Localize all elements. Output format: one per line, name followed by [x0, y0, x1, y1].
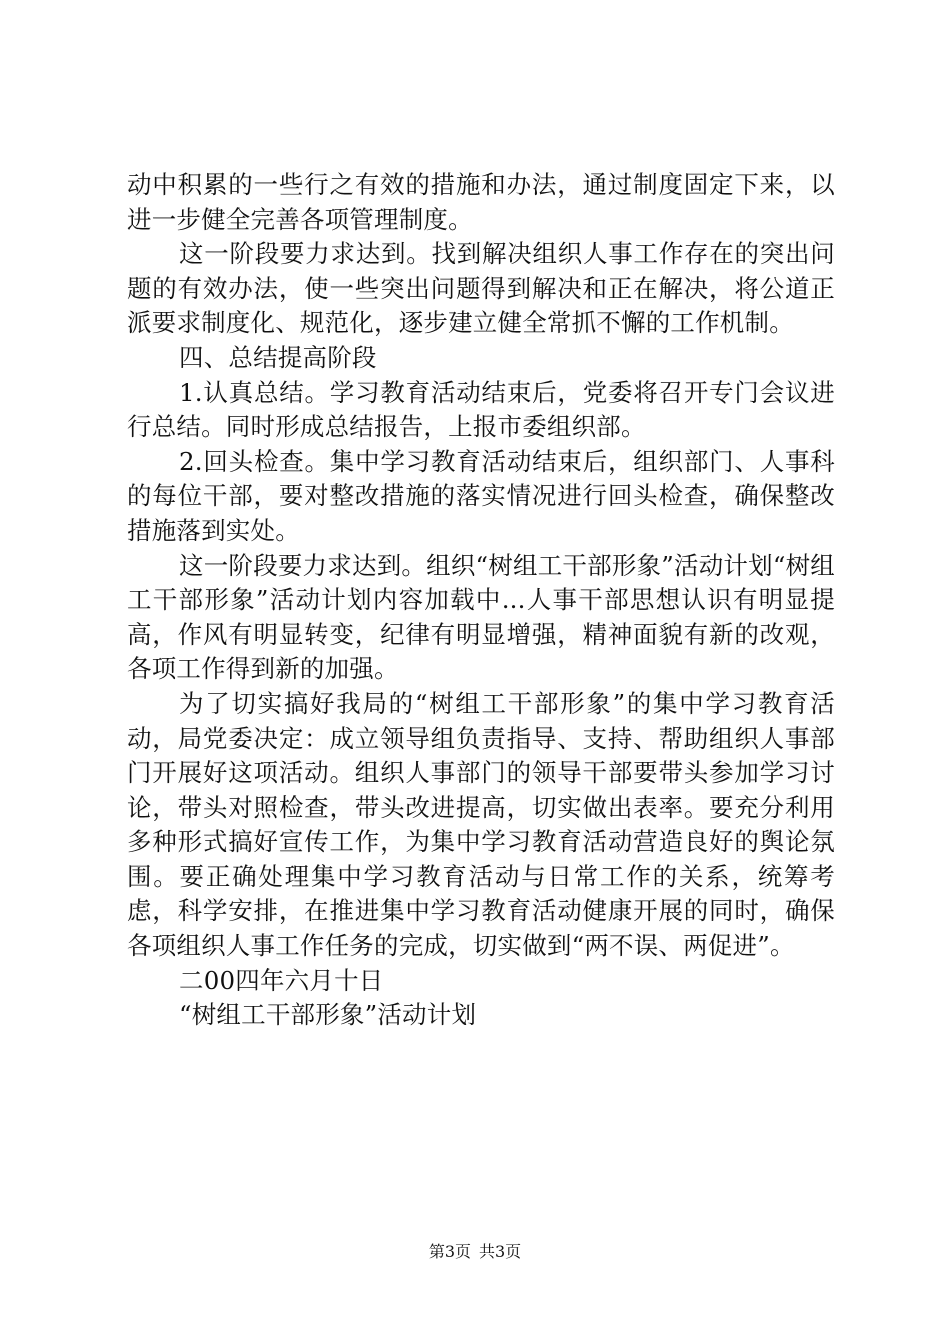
paragraph-item-1-summary: 1.认真总结。学习教育活动结束后，党委将召开专门会议进行总结。同时形成总结报告，上报市委组织部。	[127, 377, 835, 442]
document-closing-title: “树组工干部形象”活动计划	[179, 1000, 477, 1030]
document-date: 二00四年六月十日	[179, 965, 384, 995]
section-heading-summary-stage: 四、总结提高阶段	[179, 342, 377, 372]
paragraph-item-2-review: 2.回头检查。集中学习教育活动结束后，组织部门、人事科的每位干部，要对整改措施的落实情况进行回头检查，确保整改措施落到实处。	[127, 446, 835, 545]
paragraph-measures-continuation: 动中积累的一些行之有效的措施和办法，通过制度固定下来，以进一步健全完善各项管理制度。	[127, 170, 835, 234]
page-number: 第3页	[428, 1242, 471, 1261]
paragraph-stage-goal-1: 这一阶段要力求达到。找到解决组织人事工作存在的突出问题的有效办法，使一些突出问题得到解决和正在解决，将公道正派要求制度化、规范化，逐步建立健全常抓不懈的工作机制。	[127, 239, 835, 338]
page-total: 共3页	[479, 1242, 522, 1261]
document-body	[127, 168, 835, 1033]
paragraph-stage-goal-2: 这一阶段要力求达到。组织“树组工干部形象”活动计划“树组工干部形象”活动计划内容加载中...人事干部思想认识有明显提高，作风有明显转变，纪律有明显增强，精神面貌有新的改观，各项工作得到新的加强。	[127, 550, 835, 684]
paragraph-leadership-decision: 为了切实搞好我局的“树组工干部形象”的集中学习教育活动，局党委决定：成立领导组负责指导、支持、帮助组织人事部门开展好这项活动。组织人事部门的领导干部要带头参加学习讨论，带头对照检查，带头改进提高，切实做出表率。要充分利用多种形式搞好宣传工作，为集中学习教育活动营造良好的舆论氛围。要正确处理集中学习教育活动与日常工作的关系，统筹考虑，科学安排，在推进集中学习教育活动健康开展的同时，确保各项组织人事工作任务的完成，切实做到“两不误、两促进”。	[127, 688, 835, 961]
page-footer	[0, 1242, 950, 1262]
